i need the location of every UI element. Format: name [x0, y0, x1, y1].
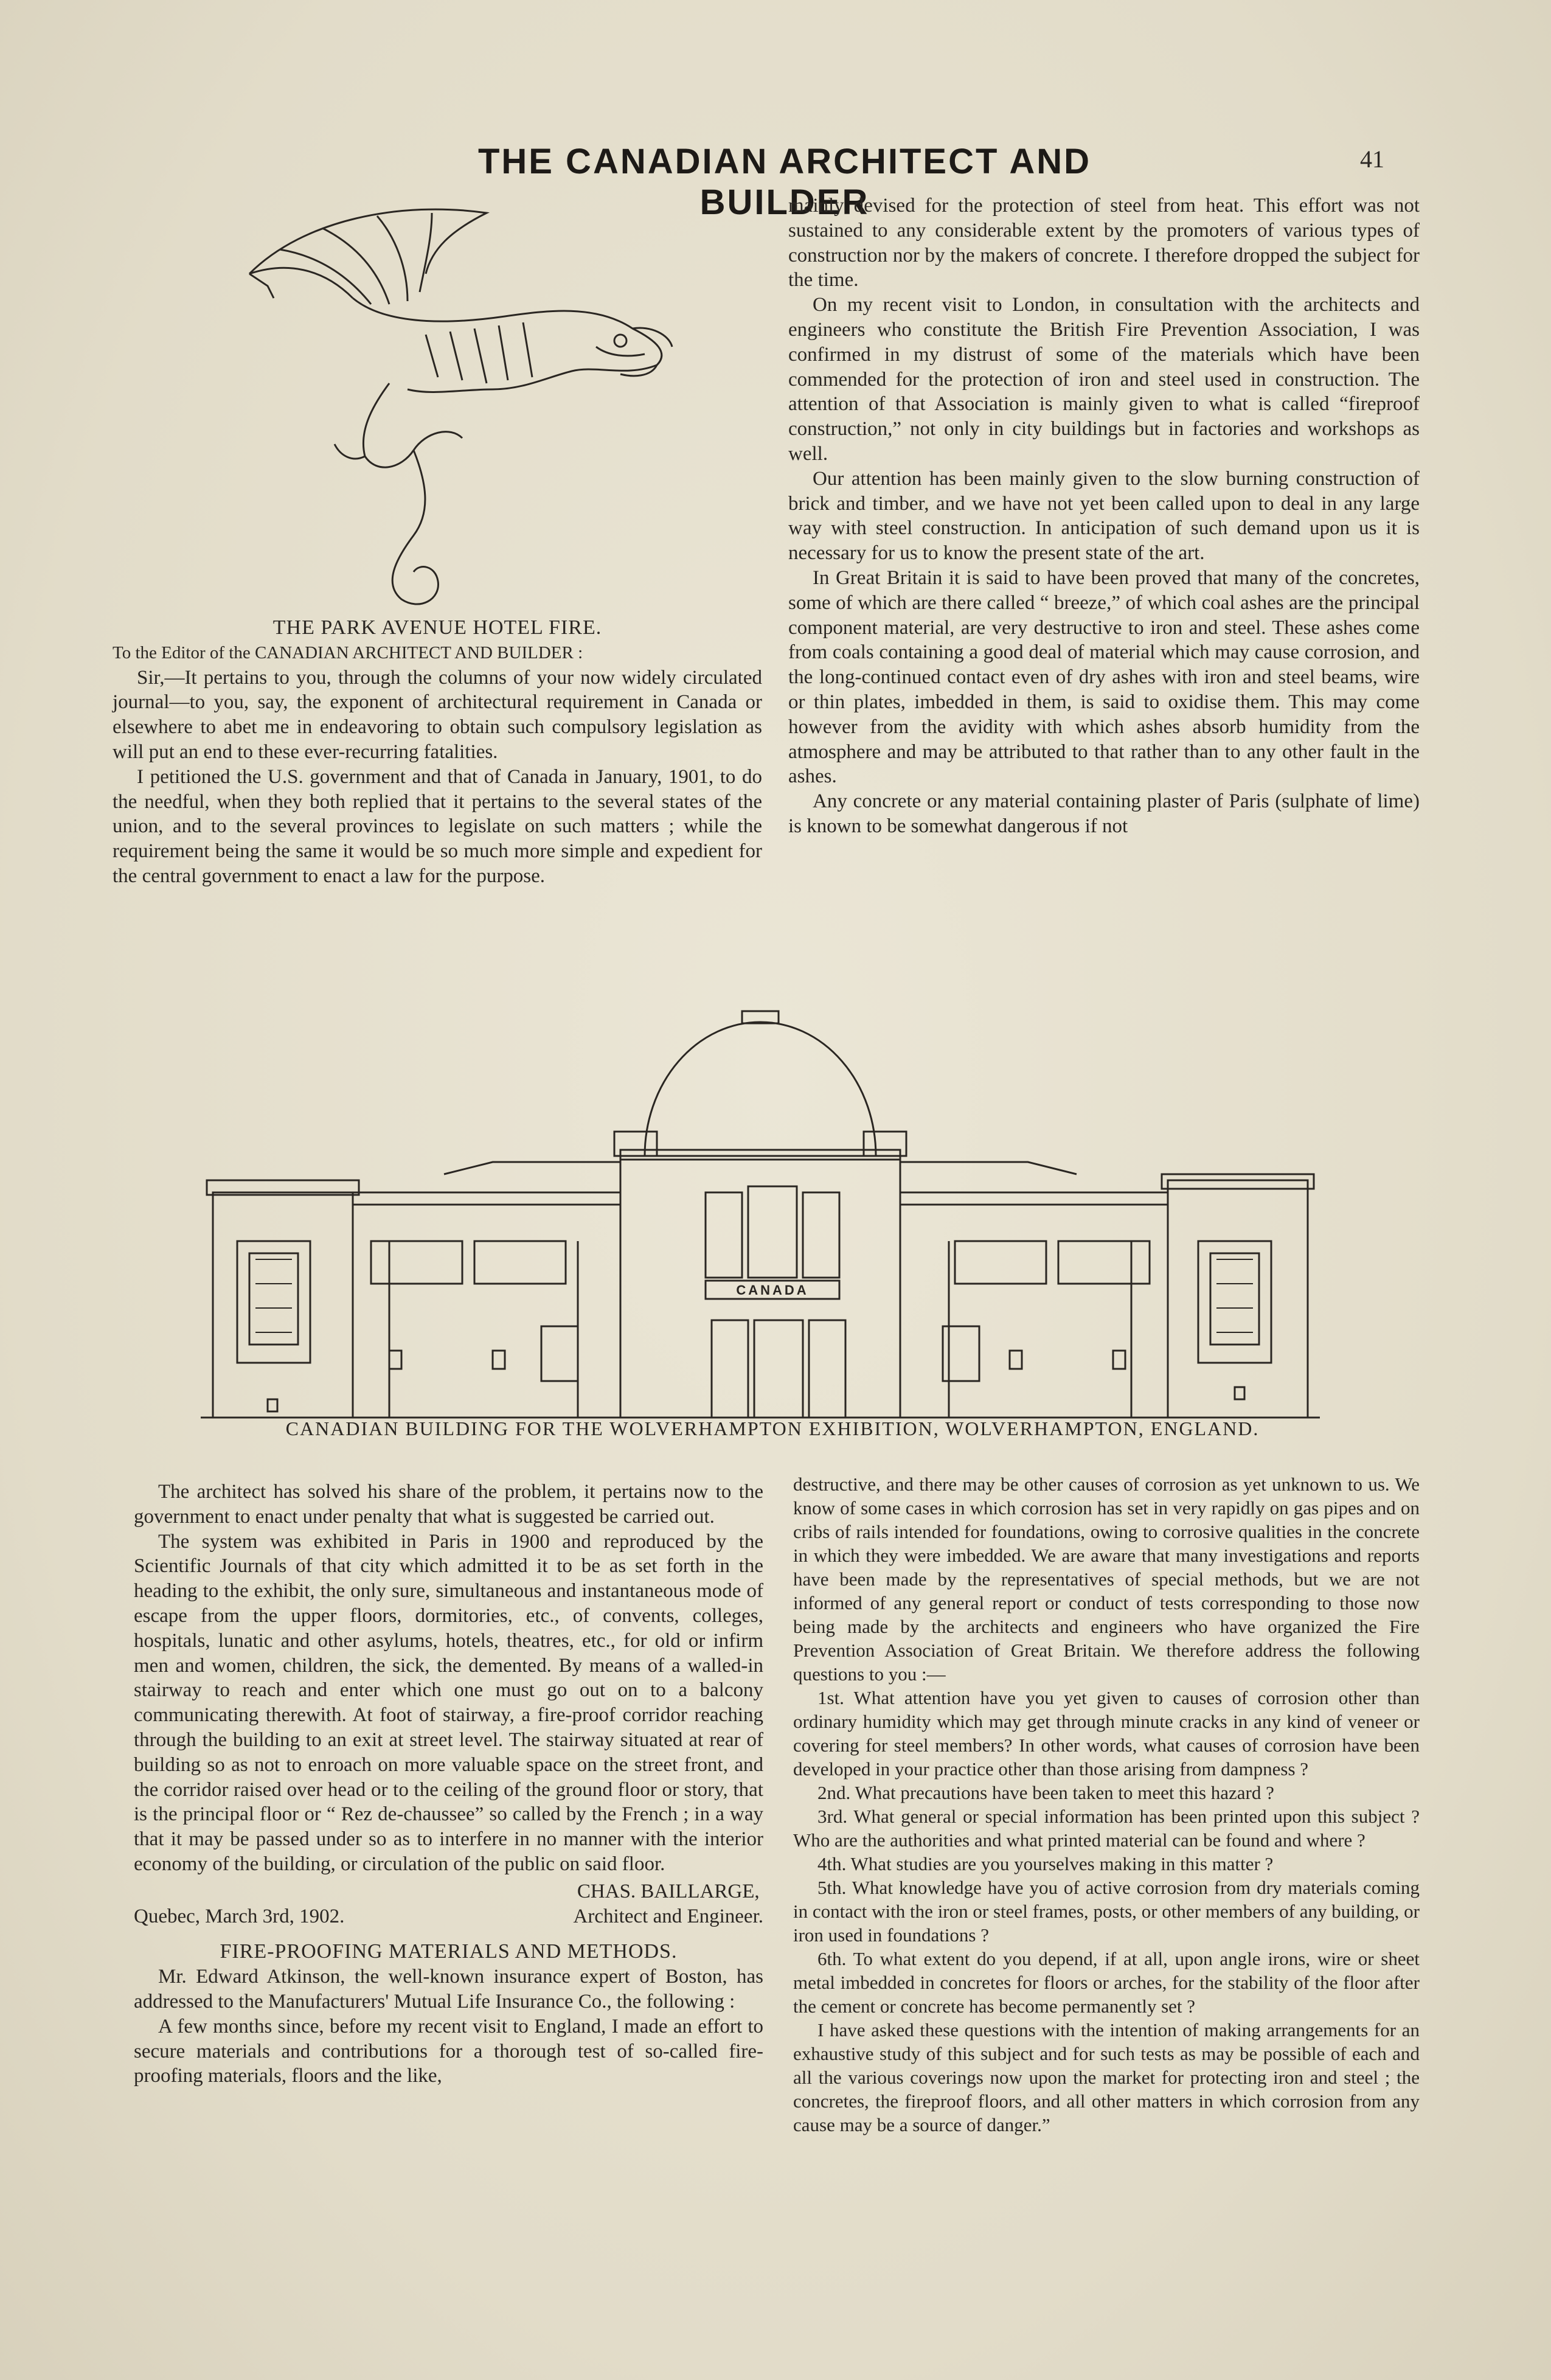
- letter-column-upper: [113, 616, 762, 889]
- article-paragraph: mainly devised for the protection of steel from heat. This effort was not sustained to any considerable extent by the promoters of various types of construction nor by the makers of concrete. I therefore dropped the subject for the time.: [788, 195, 1420, 291]
- canadian-building-illustration: [201, 998, 1320, 1424]
- article-closing: I have asked these questions with the intention of making arrangements for an exhaustive study of this subject and for such tests as may be possible of each and all the various coverings now upon the market for protecting iron and steel ; the concretes, the fireproof floors, and all other matters in which corrosion from any cause may be a source of danger.”: [793, 2019, 1420, 2135]
- fireproofing-column-upper: [788, 193, 1420, 839]
- letter-paragraph: Sir,—It pertains to you, through the columns of your now widely circulated journal—to you, say, the exponent of architectural requirement in Canada or elsewhere to abet me in endeavoring to obtain such compulsory legislation as will put an end to these ever-recurring fatalities.: [113, 666, 762, 763]
- question-item: 2nd. What precautions have been taken to meet this hazard ?: [817, 1782, 1274, 1803]
- signature-place: Quebec, March 3rd, 1902.: [134, 1905, 345, 1927]
- page-number: 41: [1360, 145, 1384, 173]
- article-paragraph: In Great Britain it is said to have been proved that many of the concretes, some of which are there called “ breeze,” of which coal ashes are the principal component material, are very destructive to iron and steel. These ashes come from coals containing a good deal of material which may cause corrosion, and the long-continued contact even of dry ashes with iron and steel beams, wire or thin plates, imbedded in them, is said to oxidise them. This may come however from the avidity with which ashes absorb humidity from the atmosphere and may be attributed to that rather than to any other fault in the ashes.: [788, 566, 1420, 788]
- article-paragraph: Mr. Edward Atkinson, the well-known insurance expert of Boston, has addressed to the Manufacturers' Mutual Life Insurance Co., the following :: [134, 1966, 763, 2013]
- question-item: 3rd. What general or special information has been printed upon this subject ? Who are the authorities and what printed material can be found and where ?: [793, 1806, 1420, 1851]
- letter-heading: THE PARK AVENUE HOTEL FIRE.: [272, 616, 602, 639]
- question-item: 5th. What knowledge have you of active corrosion from dry materials coming in contact with the iron or steel frames, posts, or other members of any building, or iron used in foundations ?: [793, 1877, 1420, 1946]
- article-paragraph: A few months since, before my recent visit to England, I made an effort to secure materials and contributions for a thorough test of so-called fire-proofing materials, floors and the like,: [134, 2015, 763, 2087]
- letter-paragraph: I petitioned the U.S. government and that of Canada in January, 1901, to do the needful, when they both replied that it pertains to the several states of the union, and to the several provinces to legislate on such matters ; while the requirement being the same it would be so much more simple and expedient for the central government to enact a law for the purpose.: [113, 765, 762, 887]
- article-paragraph: On my recent visit to London, in consultation with the architects and engineers who constitute the British Fire Prevention Association, I was confirmed in my distrust of some of the materials which have been commended for the protection of iron and steel used in construction. The attention of that Association is mainly given to what is called “fireproof construction,” not only in city buildings but in factories and workshops as well.: [788, 294, 1420, 465]
- letter-paragraph: The system was exhibited in Paris in 1900 and reproduced by the Scientific Journals of that city which admitted it to be as set forth in the heading to the exhibit, the only sure, simultaneous and instantaneous mode of escape from the upper floors, dormitories, etc., of convents, colleges, hospitals, lunatic and other asylums, hotels, theatres, etc., for old or infirm men and women, children, the sick, the demented. By means of a walled-in stairway to reach and enter which one must go out on to a balcony communicating therewith. At foot of stairway, a fire-proof corridor reaching through the building to an exit at street level. The stairway situated at rear of building so as not to enroach on more valuable space on the street front, and the corridor raised over head or to the ceiling of the ground floor or story, that is the principal floor or “ Rez de-chaussee” so called by the French ; in a way that it may be passed under so as to interfere in no manner with the interior economy of the building, or circulation of the public on said floor.: [134, 1530, 763, 1875]
- gargoyle-illustration: [231, 195, 681, 621]
- article-paragraph: destructive, and there may be other causes of corrosion as yet unknown to us. We know of some cases in which corrosion has set in very rapidly on gas pipes and on cribs of rails intended for foundations, owing to corrosive qualities in the concrete in which they were imbedded. We are aware that many investigations and reports have been made by the representatives of special methods, but we are not informed of any general report or conduct of tests corresponding to those now being made by the architects and engineers who have organized the Fire Prevention Association of Great Britain. We therefore address the following questions to you :—: [793, 1474, 1420, 1685]
- signature-title: Architect and Engineer.: [573, 1905, 763, 1927]
- letter-salutation: To the Editor of the CANADIAN ARCHITECT AND BUILDER :: [113, 642, 583, 663]
- letter-paragraph: The architect has solved his share of the problem, it pertains now to the government to enact under penalty that what is suggested be carried out.: [134, 1481, 763, 1528]
- question-item: 1st. What attention have you yet given to causes of corrosion other than ordinary humidity which may get through minute cracks in any kind of veneer or covering for steel members? In other words, what causes of corrosion have been developed in your practice other than those arising from dampness ?: [793, 1687, 1420, 1780]
- illustration-caption: CANADIAN BUILDING FOR THE WOLVERHAMPTON EXHIBITION, WOLVERHAMPTON, ENGLAND.: [285, 1418, 1260, 1439]
- question-item: 6th. To what extent do you depend, if at all, upon angle irons, wire or sheet metal imbedded in concretes for floors or arches, for the stability of the floor after the cement or concrete has become permanently set ?: [793, 1948, 1420, 2017]
- masthead-title: THE CANADIAN ARCHITECT AND BUILDER: [477, 142, 1092, 222]
- letter-signature: [134, 1879, 763, 1929]
- canada-sign: CANADA: [736, 1282, 809, 1298]
- question-item: 4th. What studies are you yourselves making in this matter ?: [817, 1853, 1274, 1874]
- fireproofing-heading: FIRE-PROOFING MATERIALS AND METHODS.: [220, 1940, 678, 1963]
- article-paragraph: Our attention has been mainly given to the slow burning construction of brick and timber, and we have not yet been called upon to deal in any large way with steel construction. In anticipation of such demand upon us it is necessary for us to know the present state of the art.: [788, 467, 1420, 565]
- signature-name: CHAS. BAILLARGE,: [577, 1880, 760, 1902]
- fireproofing-column-lower: [793, 1472, 1420, 2137]
- article-paragraph: Any concrete or any material containing plaster of Paris (sulphate of lime) is known to be somewhat dangerous if not: [788, 790, 1420, 837]
- letter-column-lower: [134, 1480, 763, 2089]
